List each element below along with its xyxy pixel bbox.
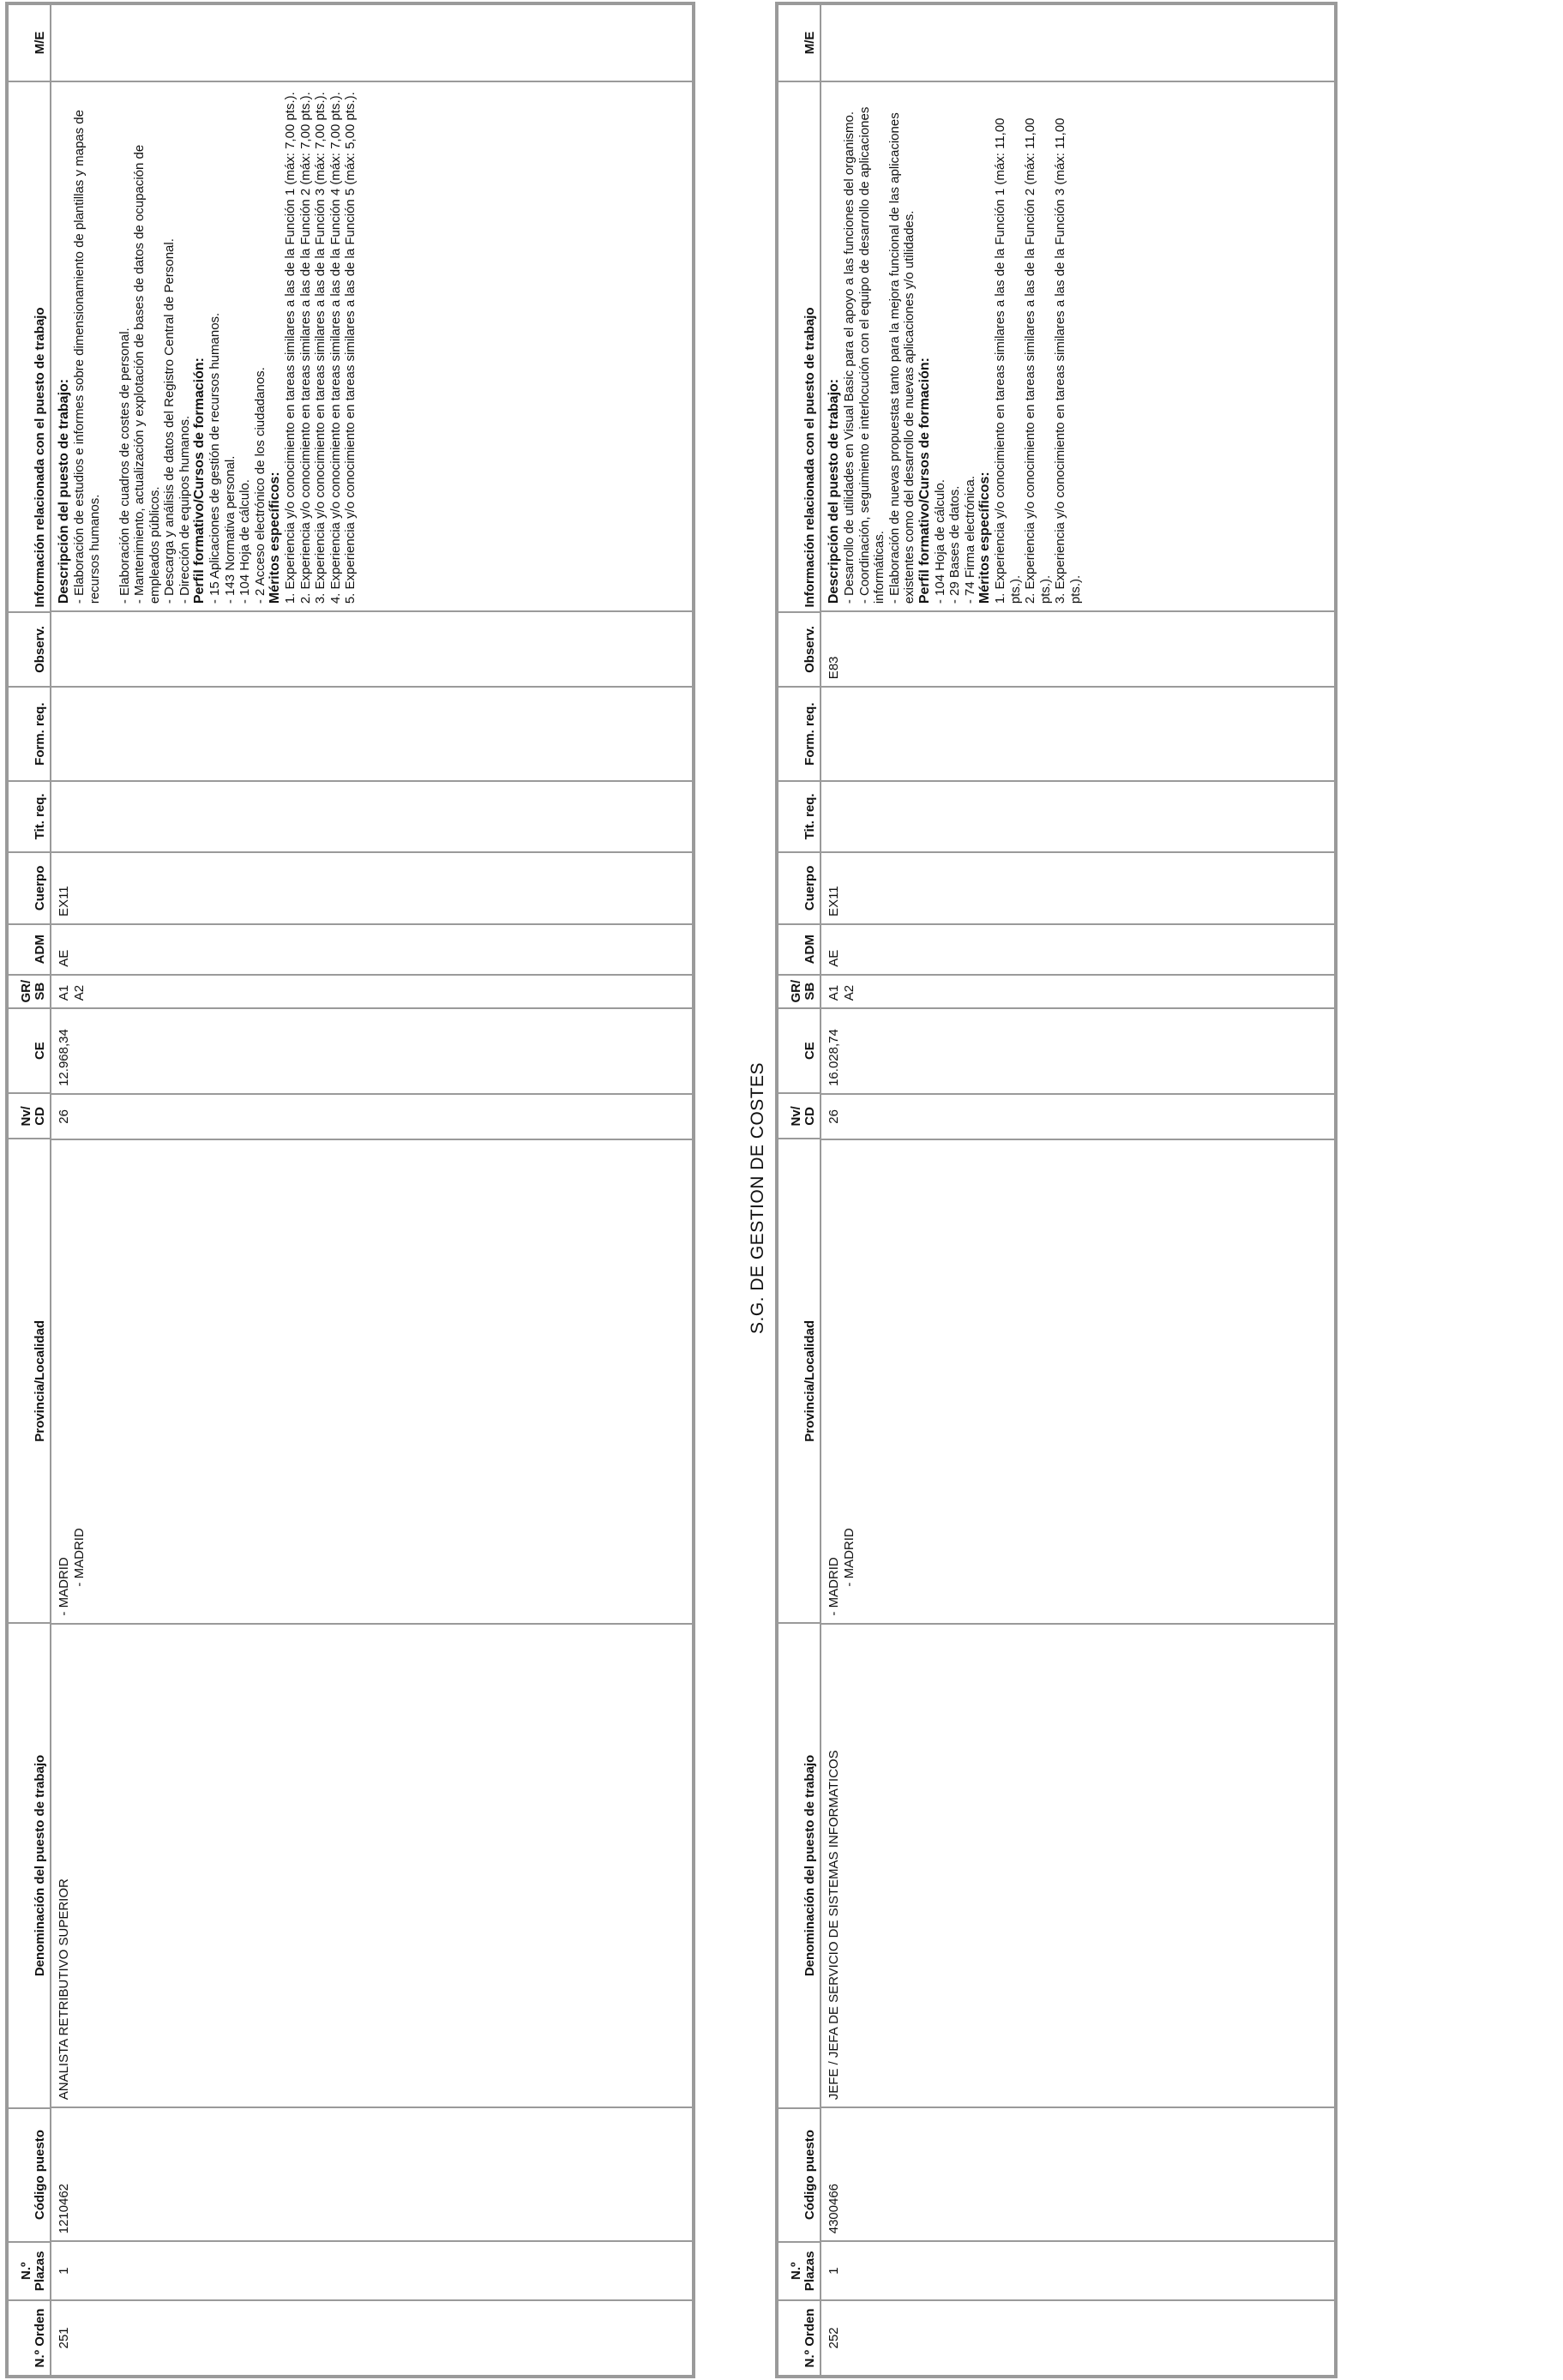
header-denominacion: Denominación del puesto de trabajo <box>9 1622 50 2107</box>
cell-info <box>821 81 1334 610</box>
cell-plazas: 1 <box>51 2240 692 2299</box>
desc-item: - Coordinación, seguimiento e interlocución con el equipo de desarrollo de aplicaciones informáticas. <box>857 106 887 604</box>
merito-item: 3. Experiencia y/o conocimiento en tareas similares a las de la Función 3 (máx: 7,00 pts.). <box>313 92 328 604</box>
perfil-item: - 2 Acceso electrónico de los ciudadanos. <box>252 367 268 604</box>
merito-item: 5. Experiencia y/o conocimiento en tareas similares a las de la Función 5 (máx: 5,00 pts.). <box>343 92 358 604</box>
cell-tit-req <box>51 780 692 851</box>
cell-provincia <box>821 1139 1334 1623</box>
cell-gr <box>51 974 692 1007</box>
header-plazas: N.º Plazas <box>9 2241 50 2299</box>
cell-plazas: 1 <box>821 2240 1334 2299</box>
provincia-line: - MADRID <box>827 1557 841 1616</box>
gr-a1: A1 <box>827 984 841 1001</box>
header-orden: N.º Orden <box>778 2299 820 2375</box>
header-provincia: Provincia/Localidad <box>9 1138 50 1622</box>
merito-item: 2. Experiencia y/o conocimiento en tareas similares a las de la Función 2 (máx: 7,00 pts.). <box>298 92 313 604</box>
table-row <box>51 5 692 2375</box>
cell-tit-req <box>821 780 1334 851</box>
header-codigo: Código puesto <box>778 2107 820 2241</box>
perfil-item: - 29 Bases de datos. <box>947 485 962 604</box>
cell-nv: 26 <box>821 1093 1334 1139</box>
desc-item: - Dirección de equipos humanos. <box>177 415 192 604</box>
desc-item: - Desarrollo de utilidades en Visual Basic para el apoyo a las funciones del organismo. <box>842 111 857 604</box>
header-nv: Nv/ <box>789 1106 803 1127</box>
desc-item: - Mantenimiento, actualización y explotación de bases de datos de ocupación de empleados públicos. <box>132 144 162 604</box>
merito-item: 1. Experiencia y/o conocimiento en tareas similares a las de la Función 1 (máx: 7,00 pts.). <box>283 92 298 604</box>
desc-item: - Elaboración de cuadros de costes de personal. <box>117 328 132 604</box>
table-puesto-251 <box>5 2 695 2378</box>
header-nv: Nv/ <box>19 1106 33 1127</box>
header-nv-cd <box>9 1092 50 1138</box>
header-cuerpo: Cuerpo <box>778 851 820 923</box>
meritos-title: Méritos específicos: <box>977 472 992 604</box>
header-cuerpo: Cuerpo <box>9 851 50 923</box>
header-ce: CE <box>9 1007 50 1093</box>
desc-item: - Elaboración de nuevas propuestas tanto para la mejora funcional de las aplicaciones existentes como del desarrollo de nuevas aplicaciones y/o utilidades. <box>887 112 917 604</box>
cell-adm: AE <box>821 923 1334 974</box>
perfil-item: - 74 Firma electrónica. <box>962 475 977 604</box>
header-gr-sb <box>778 974 820 1007</box>
cell-ce: 12.968,34 <box>51 1007 692 1093</box>
cell-codigo: 4300466 <box>821 2107 1334 2240</box>
merito-item: 3. Experiencia y/o conocimiento en tareas similares a las de la Función 3 (máx: 11,00 pts.). <box>1053 117 1083 604</box>
header-adm: ADM <box>9 923 50 974</box>
cell-form-req <box>821 686 1334 779</box>
header-provincia: Provincia/Localidad <box>778 1138 820 1622</box>
header-orden: N.º Orden <box>9 2299 50 2375</box>
cell-provincia <box>51 1139 692 1623</box>
cell-cuerpo: EX11 <box>821 851 1334 923</box>
perfil-item: - 15 Aplicaciones de gestión de recursos humanos. <box>207 312 222 604</box>
cell-info <box>51 81 692 610</box>
perfil-title: Perfil formativo/Cursos de formación: <box>192 357 207 604</box>
cell-observ <box>51 610 692 686</box>
header-gr-sb <box>9 974 50 1007</box>
perfil-item: - 104 Hoja de cálculo. <box>932 479 947 604</box>
header-form-req: Form. req. <box>9 686 50 779</box>
header-sb: SB <box>803 982 817 1001</box>
cell-me <box>821 5 1334 81</box>
header-gr: GR/ <box>789 979 803 1003</box>
cell-adm: AE <box>51 923 692 974</box>
header-me: M/E <box>803 31 817 55</box>
table-puesto-252 <box>775 2 1338 2378</box>
header-gr: GR/ <box>19 979 33 1003</box>
cell-denominacion: JEFE / JEFA DE SERVICIO DE SISTEMAS INFORMATICOS <box>821 1623 1334 2107</box>
desc-title: Descripción del puesto de trabajo: <box>827 378 841 604</box>
section-title: S.G. DE GESTION DE COSTES <box>748 1061 767 1334</box>
perfil-item: - 104 Hoja de cálculo. <box>237 479 252 604</box>
localidad-line: - MADRID <box>71 1528 87 1587</box>
merito-item: 2. Experiencia y/o conocimiento en tareas similares a las de la Función 2 (máx: 11,00 pts.). <box>1023 117 1053 604</box>
cell-gr <box>821 974 1334 1007</box>
cell-cuerpo: EX11 <box>51 851 692 923</box>
cell-codigo: 1210462 <box>51 2107 692 2240</box>
header-info: Información relacionada con el puesto de trabajo <box>9 81 50 611</box>
header-adm: ADM <box>778 923 820 974</box>
cell-form-req <box>51 686 692 779</box>
cell-orden: 251 <box>51 2299 692 2375</box>
header-observ: Observ. <box>778 611 820 687</box>
cell-me <box>51 5 692 81</box>
perfil-title: Perfil formativo/Cursos de formación: <box>917 357 932 604</box>
meritos-title: Méritos específicos: <box>268 472 282 604</box>
cell-ce: 16.028,74 <box>821 1007 1334 1093</box>
header-cd: CD <box>33 1107 47 1126</box>
header-observ: Observ. <box>9 611 50 687</box>
desc-item: - Descarga y análisis de datos del Registro Central de Personal. <box>162 238 177 604</box>
desc-item: - Elaboración de estudios e informes sobre dimensionamiento de plantillas y mapas de recursos humanos. <box>72 110 102 604</box>
desc-title: Descripción del puesto de trabajo: <box>57 378 71 604</box>
header-denominacion: Denominación del puesto de trabajo <box>778 1622 820 2107</box>
merito-item: 4. Experiencia y/o conocimiento en tareas similares a las de la Función 4 (máx: 7,00 pts.). <box>328 92 343 604</box>
gr-a2: A2 <box>71 984 87 1001</box>
header-me: M/E <box>33 31 47 55</box>
localidad-line: - MADRID <box>841 1528 857 1587</box>
header-tit-req: Tit. req. <box>778 780 820 851</box>
merito-item: 1. Experiencia y/o conocimiento en tareas similares a las de la Función 1 (máx: 11,00 pts.). <box>993 117 1023 604</box>
table-header <box>9 5 51 2375</box>
header-info: Información relacionada con el puesto de trabajo <box>778 81 820 611</box>
gr-a1: A1 <box>57 984 71 1001</box>
header-plazas: N.º Plazas <box>778 2241 820 2299</box>
provincia-line: - MADRID <box>57 1557 71 1616</box>
cell-nv: 26 <box>51 1093 692 1139</box>
table-header <box>778 5 821 2375</box>
header-cd: CD <box>803 1107 817 1126</box>
cell-observ: E83 <box>821 610 1334 686</box>
header-sb: SB <box>33 982 47 1001</box>
header-ce: CE <box>778 1007 820 1093</box>
header-form-req: Form. req. <box>778 686 820 779</box>
gr-a2: A2 <box>841 984 857 1001</box>
header-nv-cd <box>778 1092 820 1138</box>
cell-denominacion: ANALISTA RETRIBUTIVO SUPERIOR <box>51 1623 692 2107</box>
header-tit-req: Tit. req. <box>9 780 50 851</box>
perfil-item: - 143 Normativa personal. <box>222 455 237 604</box>
cell-orden: 252 <box>821 2299 1334 2375</box>
table-row <box>821 5 1334 2375</box>
header-codigo: Código puesto <box>9 2107 50 2241</box>
